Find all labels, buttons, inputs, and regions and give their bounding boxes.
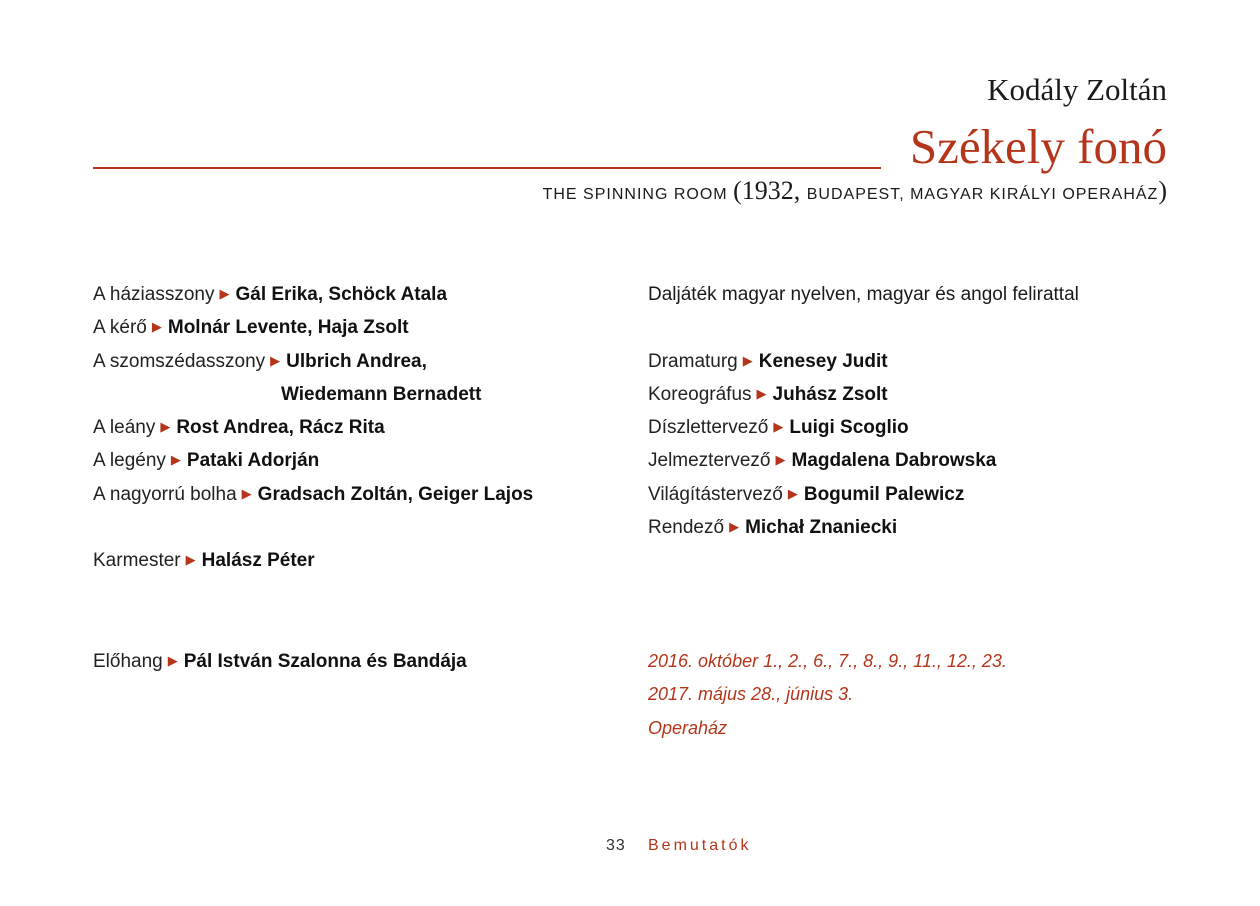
title-rule	[93, 167, 881, 169]
team-entry	[648, 511, 1168, 544]
cast-entry	[93, 444, 613, 477]
arrow-icon: ▶	[241, 485, 252, 501]
team-member-name: Michał Znaniecki	[745, 517, 898, 539]
arrow-icon: ▶	[170, 452, 181, 468]
cast-entry	[93, 278, 613, 311]
arrow-icon: ▶	[773, 419, 784, 435]
performer-names: Ulbrich Andrea,	[286, 350, 427, 372]
role-label: A szomszédasszony	[93, 350, 266, 372]
team-member-name: Juhász Zsolt	[772, 383, 888, 405]
cast-entry	[93, 478, 613, 511]
performance-dates	[648, 645, 1007, 745]
role-label: A háziasszony	[93, 284, 215, 305]
arrow-icon: ▶	[742, 352, 753, 368]
section-name: Bemutatók	[648, 837, 752, 854]
arrow-icon: ▶	[219, 286, 230, 301]
role-label: A nagyorrú bolha	[93, 483, 237, 505]
role-label: Rendező	[648, 517, 725, 539]
dates-2017: 2017. május 28., június 3.	[648, 684, 854, 705]
work-subtitle	[543, 176, 1167, 206]
team-entry	[648, 478, 1168, 511]
arrow-icon: ▶	[185, 552, 196, 568]
performer-names: Gradsach Zoltán, Geiger Lajos	[257, 483, 534, 505]
role-label: A leány	[93, 417, 156, 439]
prelude-entry	[93, 645, 613, 678]
performer-names: Gál Erika, Schöck Atala	[235, 284, 448, 305]
team-member-name: Luigi Scoglio	[789, 417, 909, 439]
arrow-icon: ▶	[160, 419, 171, 435]
language-note: Daljáték magyar nyelven, magyar és angol felirattal	[648, 284, 1079, 305]
role-label: Világítástervező	[648, 483, 783, 505]
subtitle-close-paren: )	[1158, 176, 1167, 205]
spacer	[93, 511, 613, 544]
role-label: Dramaturg	[648, 350, 738, 372]
cast-list	[93, 278, 613, 578]
cast-entry	[93, 411, 613, 444]
prelude-block	[93, 645, 613, 678]
venue: Operaház	[648, 717, 728, 738]
team-entry	[648, 444, 1168, 477]
team-entry	[648, 411, 1168, 444]
work-title: Székely fonó	[909, 119, 1167, 174]
role-label: A legény	[93, 450, 166, 472]
cast-entry	[93, 311, 613, 344]
arrow-icon: ▶	[756, 385, 767, 401]
composer-name: Kodály Zoltán	[987, 72, 1167, 107]
cast-entry	[93, 345, 613, 378]
arrow-icon: ▶	[167, 653, 178, 668]
role-label: A kérő	[93, 317, 147, 339]
role-label: Karmester	[93, 550, 181, 572]
performer-names: Wiedemann Bernadett	[281, 383, 482, 405]
subtitle-english: THE SPINNING ROOM	[542, 186, 728, 203]
spacer	[648, 311, 1168, 344]
role-label: Díszlettervező	[648, 417, 769, 439]
conductor-entry	[93, 544, 613, 577]
team-member-name: Magdalena Dabrowska	[791, 450, 997, 472]
team-member-name: Bogumil Palewicz	[803, 483, 965, 505]
performer-names: Molnár Levente, Haja Zsolt	[167, 317, 409, 339]
performer-names: Pál István Szalonna és Bandája	[183, 651, 467, 672]
arrow-icon: ▶	[729, 519, 740, 535]
subtitle-place: BUDAPEST, MAGYAR KIRÁLYI OPERAHÁZ	[806, 186, 1159, 203]
creative-team-list	[648, 278, 1168, 544]
arrow-icon: ▶	[151, 319, 162, 335]
team-entry	[648, 345, 1168, 378]
arrow-icon: ▶	[787, 485, 798, 501]
performer-names: Pataki Adorján	[186, 450, 320, 472]
subtitle-year: 1932,	[741, 176, 807, 205]
arrow-icon: ▶	[775, 452, 786, 468]
performer-names: Halász Péter	[201, 550, 315, 572]
arrow-icon: ▶	[270, 352, 281, 368]
team-entry	[648, 378, 1168, 411]
role-label: Jelmeztervező	[648, 450, 771, 472]
dates-2016: 2016. október 1., 2., 6., 7., 8., 9., 11., 12., 23.	[648, 651, 1007, 671]
role-label: Koreográfus	[648, 383, 752, 405]
performer-names: Rost Andrea, Rácz Rita	[176, 417, 385, 439]
cast-entry-continuation	[93, 378, 613, 411]
team-member-name: Kenesey Judit	[758, 350, 888, 372]
role-label: Előhang	[93, 651, 163, 672]
subtitle-open-paren: (	[733, 176, 742, 205]
page-number: 33	[606, 837, 626, 854]
